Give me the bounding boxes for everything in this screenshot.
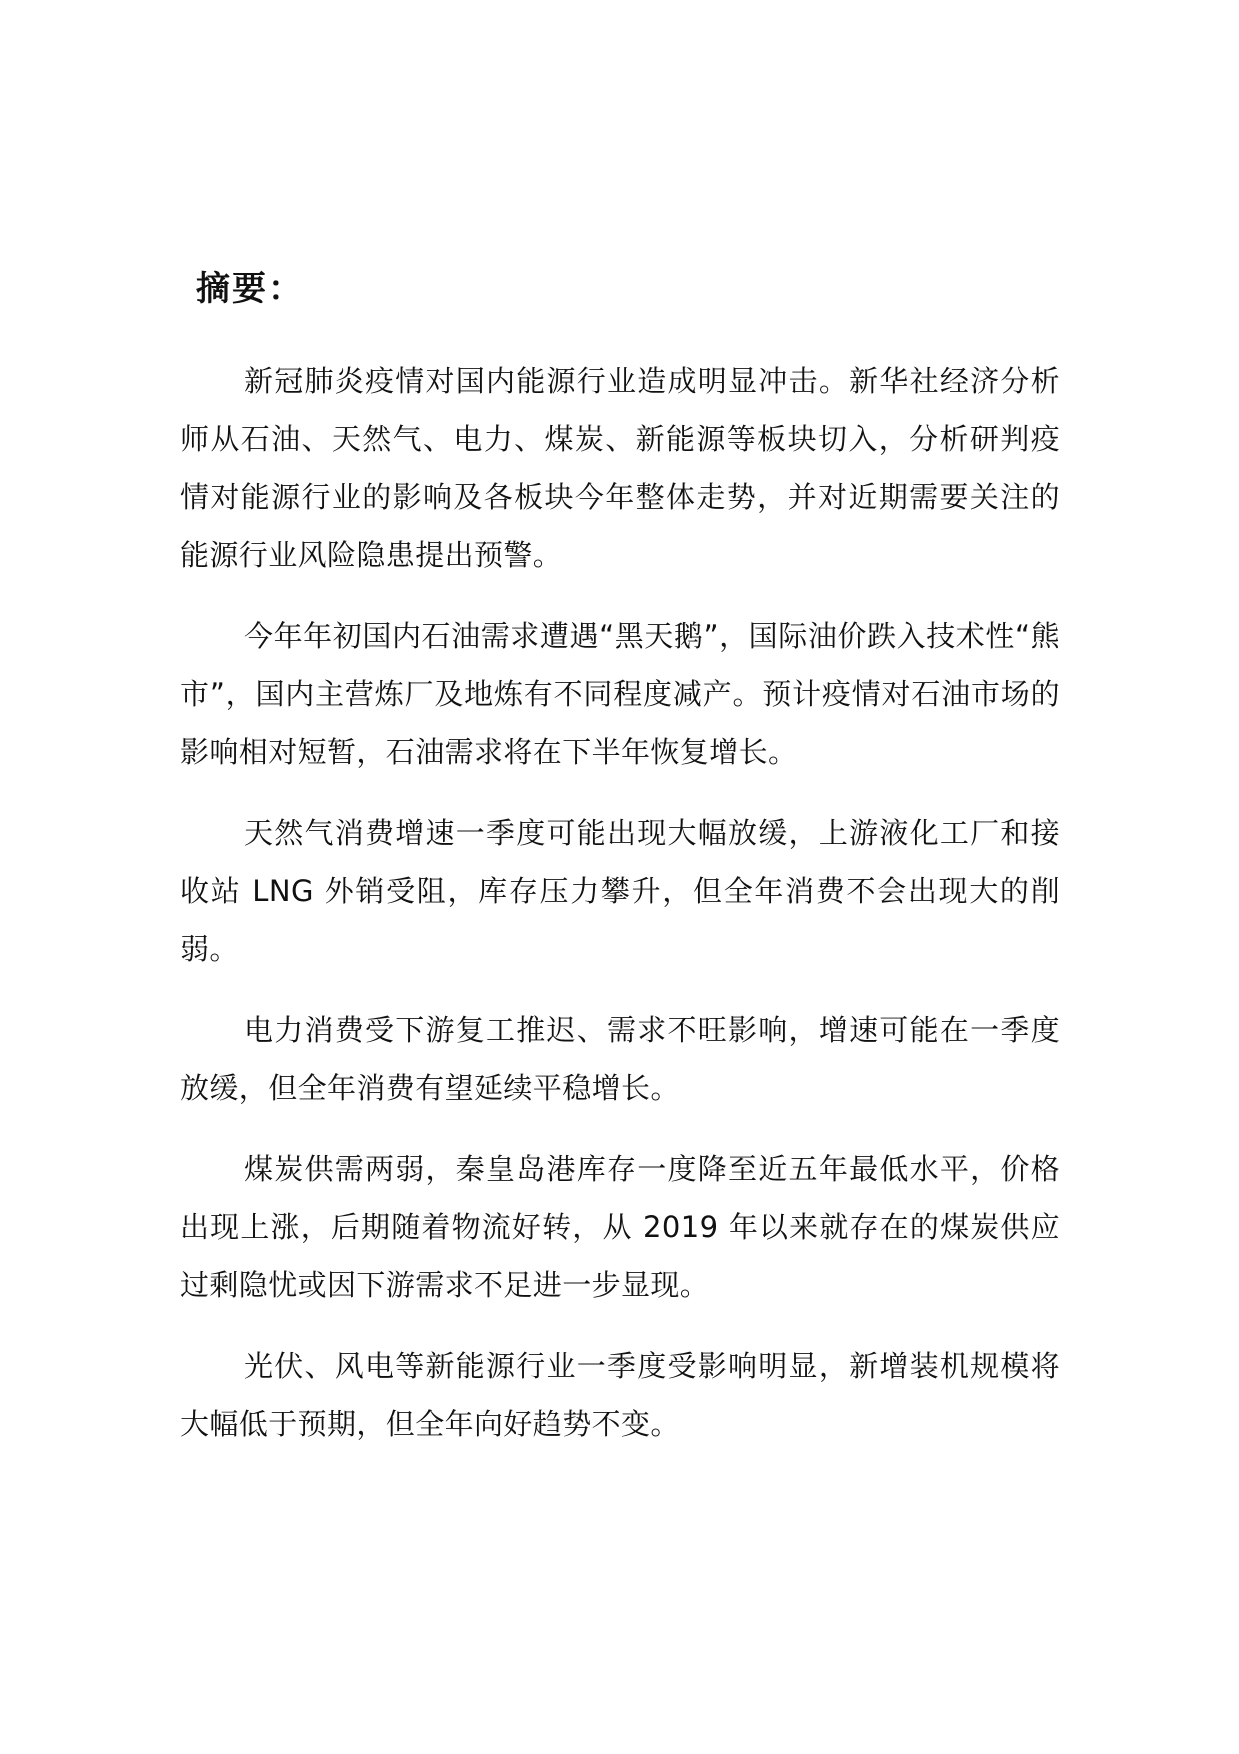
abstract-heading: 摘要： [196, 269, 304, 309]
paragraph-overview: 新冠肺炎疫情对国内能源行业造成明显冲击。新华社经济分析师从石油、天然气、电力、煤炭、新能源等板块切入，分析研判疫情对能源行业的影响及各板块今年整体走势，并对近期需要关注的能源行业风险隐患提出预警。 [180, 364, 1060, 572]
paragraph-new-energy: 光伏、风电等新能源行业一季度受影响明显，新增装机规模将大幅低于预期，但全年向好趋势不变。 [180, 1349, 1060, 1441]
paragraph-oil: 今年年初国内石油需求遭遇“黑天鹅”，国际油价跌入技术性“熊市”，国内主营炼厂及地炼有不同程度减产。预计疫情对石油市场的影响相对短暂，石油需求将在下半年恢复增长。 [180, 619, 1060, 769]
paragraph-natural-gas: 天然气消费增速一季度可能出现大幅放缓，上游液化工厂和接收站 LNG 外销受阻，库存压力攀升，但全年消费不会出现大的削弱。 [180, 816, 1060, 966]
abstract-body [180, 352, 1060, 1476]
paragraph-coal: 煤炭供需两弱，秦皇岛港库存一度降至近五年最低水平，价格出现上涨，后期随着物流好转，从 2019 年以来就存在的煤炭供应过剩隐忧或因下游需求不足进一步显现。 [180, 1152, 1060, 1302]
paragraph-electricity: 电力消费受下游复工推迟、需求不旺影响，增速可能在一季度放缓，但全年消费有望延续平稳增长。 [180, 1013, 1060, 1105]
